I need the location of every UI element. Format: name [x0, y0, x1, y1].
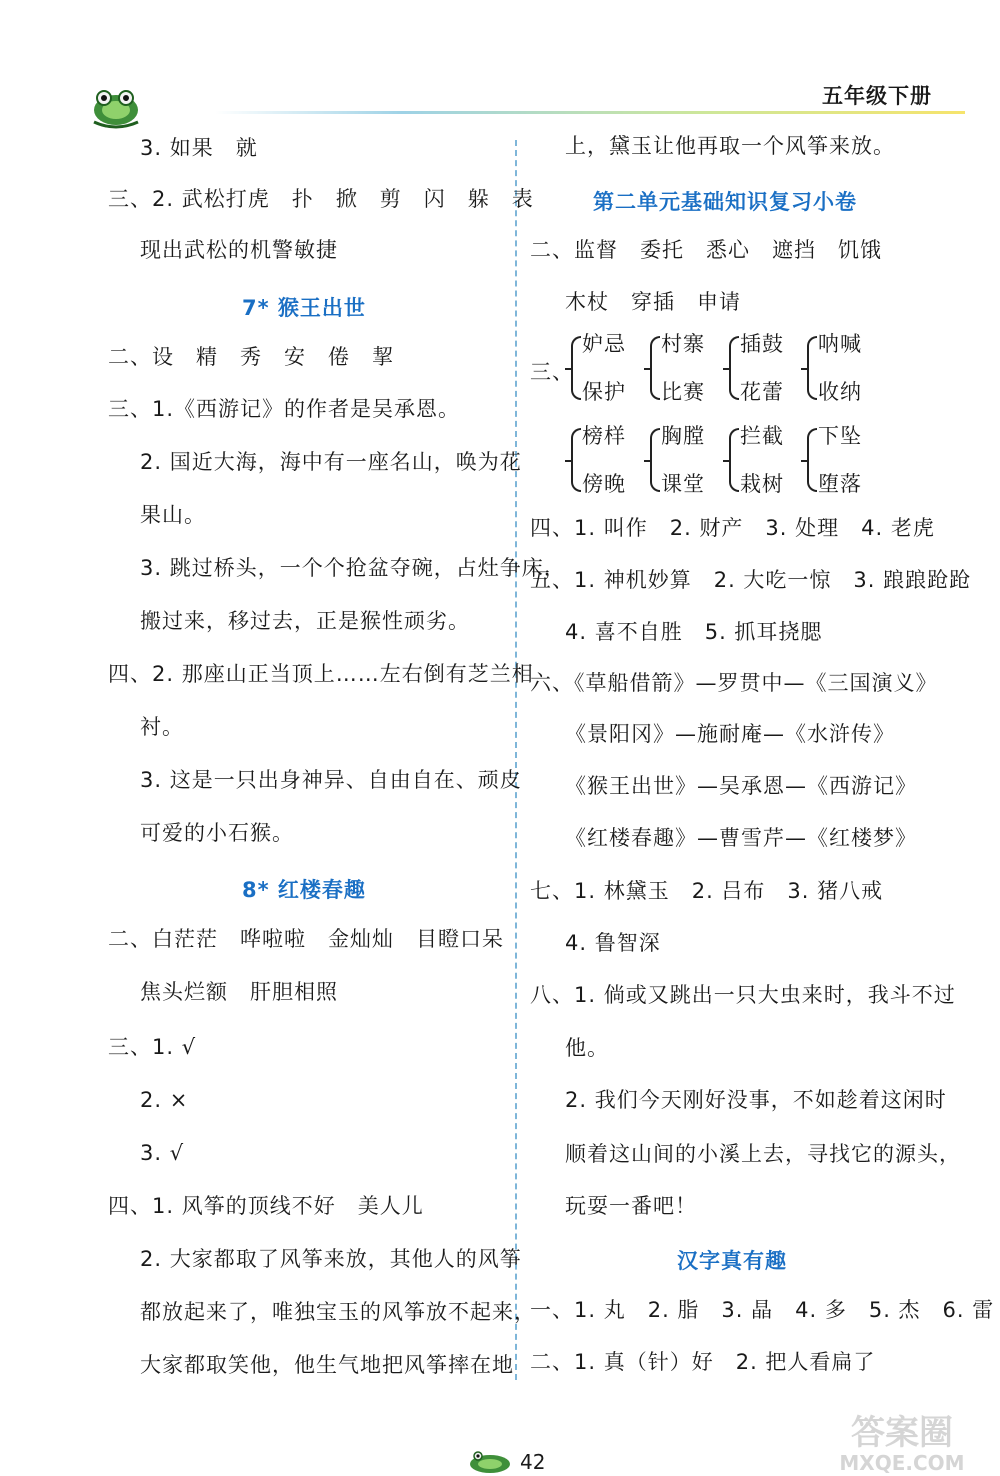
section-title: 第二单元基础知识复习小卷 [593, 190, 857, 214]
answer-line: 焦头烂额 肝胆相照 [140, 980, 338, 1004]
brace [571, 336, 581, 400]
word-pair-item: 下坠 [818, 424, 862, 448]
answer-line: 2. 我们今天刚好没事，不如趁着这闲时 [565, 1088, 947, 1112]
word-pair-item: 课堂 [661, 472, 705, 496]
answer-line: 三、2. 武松打虎 扑 掀 剪 闪 躲 表 [108, 187, 534, 211]
watermark-bottom-text: MXQE.COM [839, 1451, 965, 1474]
answer-line: 五、1. 神机妙算 2. 大吃一惊 3. 踉踉跄跄 [530, 568, 972, 592]
answer-line: 三、1. √ [108, 1035, 197, 1059]
word-pair-item: 比赛 [661, 380, 705, 404]
section-title: 7* 猴王出世 [242, 296, 366, 320]
word-pair-item: 收纳 [818, 380, 862, 404]
answer-line: 大家都取笑他，他生气地把风筝摔在地 [140, 1353, 514, 1377]
answer-line: 衬。 [140, 715, 184, 739]
answer-line: 2. 大家都取了风筝来放，其他人的风筝 [140, 1247, 522, 1271]
answer-line: 二、设 精 秀 安 倦 挈 [108, 345, 394, 369]
word-pair-item: 插鼓 [740, 332, 784, 356]
watermark-logo [810, 1408, 995, 1474]
answer-line: 二、白茫茫 哗啦啦 金灿灿 目瞪口呆 [108, 927, 504, 951]
brace [807, 336, 817, 400]
answer-line: 上，黛玉让他再取一个风筝来放。 [565, 134, 895, 158]
brace [650, 428, 660, 492]
answer-line: 3. √ [140, 1141, 185, 1165]
answer-line: 都放起来了，唯独宝玉的风筝放不起来， [140, 1300, 536, 1324]
column-divider [515, 140, 517, 1380]
answer-line: 木杖 穿插 申请 [565, 290, 741, 314]
brace [807, 428, 817, 492]
frog-mascot-icon [462, 1450, 522, 1474]
answer-line: 他。 [565, 1036, 609, 1060]
answer-line: 可爱的小石猴。 [140, 821, 294, 845]
answer-line: 四、2. 那座山正当顶上……左右倒有芝兰相 [108, 662, 534, 686]
word-pair-item: 栽树 [740, 472, 784, 496]
answer-line: 六、《草船借箭》—罗贯中—《三国演义》 [530, 671, 938, 695]
word-pair-item: 妒忌 [582, 332, 626, 356]
grade-label: 五年级下册 [822, 84, 932, 108]
answer-line: 四、1. 叫作 2. 财产 3. 处理 4. 老虎 [530, 516, 935, 540]
brace [571, 428, 581, 492]
answer-line: 四、1. 风筝的顶线不好 美人儿 [108, 1194, 424, 1218]
answer-line: 现出武松的机警敏捷 [140, 238, 338, 262]
answer-line: 一、1. 丸 2. 脂 3. 晶 4. 多 5. 杰 6. 雷 [530, 1298, 995, 1322]
answer-line: 玩耍一番吧！ [565, 1194, 697, 1218]
answer-line: 搬过来，移过去，正是猴性顽劣。 [140, 609, 470, 633]
answer-line: 顺着这山间的小溪上去，寻找它的源头， [565, 1142, 961, 1166]
word-pair-item: 榜样 [582, 424, 626, 448]
word-pair-item: 胸膛 [661, 424, 705, 448]
word-pair-item: 保护 [582, 380, 626, 404]
word-pair-item: 村寨 [661, 332, 705, 356]
brace [729, 336, 739, 400]
answer-line: 4. 喜不自胜 5. 抓耳挠腮 [565, 620, 823, 644]
answer-line: 《红楼春趣》—曹雪芹—《红楼梦》 [565, 826, 917, 850]
answer-line: 二、监督 委托 悉心 遮挡 饥饿 [530, 238, 882, 262]
answer-line: 4. 鲁智深 [565, 931, 661, 955]
answer-line: 七、1. 林黛玉 2. 吕布 3. 猪八戒 [530, 879, 884, 903]
brace [650, 336, 660, 400]
answer-line: 3. 跳过桥头，一个个抢盆夺碗，占灶争床， [140, 556, 566, 580]
word-pair-item: 呐喊 [818, 332, 862, 356]
answer-line: 果山。 [140, 503, 206, 527]
answer-line: 《猴王出世》—吴承恩—《西游记》 [565, 774, 917, 798]
answer-label: 三、 [530, 360, 574, 384]
answer-line: 2. 国近大海，海中有一座名山，唤为花 [140, 450, 522, 474]
answer-line: 3. 如果 就 [140, 136, 258, 160]
answer-line: 二、1. 真（针）好 2. 把人看扁了 [530, 1350, 876, 1374]
brace [729, 428, 739, 492]
word-pair-item: 拦截 [740, 424, 784, 448]
word-pair-item: 花蕾 [740, 380, 784, 404]
answer-line: 八、1. 倘或又跳出一只大虫来时，我斗不过 [530, 983, 956, 1007]
header-gradient-line [215, 111, 965, 114]
word-pair-item: 堕落 [818, 472, 862, 496]
cartoon-logo-icon [86, 84, 144, 132]
answer-line: 2. × [140, 1088, 189, 1112]
answer-line: 3. 这是一只出身神异、自由自在、顽皮 [140, 768, 522, 792]
word-pair-item: 傍晚 [582, 472, 626, 496]
page-number: 42 [520, 1450, 546, 1474]
section-title: 汉字真有趣 [677, 1249, 787, 1273]
answer-line: 《景阳冈》—施耐庵—《水浒传》 [565, 722, 895, 746]
answer-line: 三、1.《西游记》的作者是吴承恩。 [108, 397, 461, 421]
section-title: 8* 红楼春趣 [242, 878, 366, 902]
watermark-top-text: 答案圈 [851, 1413, 953, 1453]
